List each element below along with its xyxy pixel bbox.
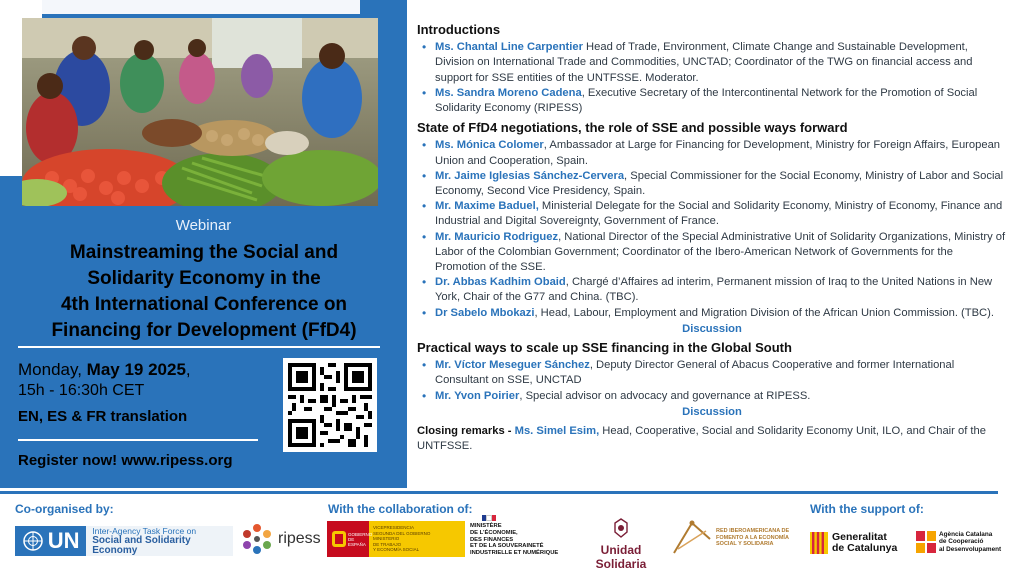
program <box>417 22 1007 454</box>
speaker-item <box>420 306 1007 321</box>
france-text <box>470 523 570 557</box>
speaker-item <box>420 40 1007 86</box>
un-emblem <box>15 526 86 556</box>
generalitat-logo <box>810 532 897 554</box>
footer-divider <box>0 491 998 494</box>
closing-label: Closing remarks - <box>417 425 515 438</box>
ribe-line: FOMENTO A LA ECONOMÍA <box>716 534 789 541</box>
speaker-list <box>420 358 1007 404</box>
title-line: Mainstreaming the Social and <box>69 242 339 263</box>
speaker-name: Ms. Sandra Moreno Cadena <box>435 86 582 99</box>
title-line: Financing for Development (FfD4) <box>51 320 357 341</box>
speaker-list <box>420 138 1007 320</box>
ribe-text <box>716 528 789 548</box>
divider <box>18 346 380 348</box>
speaker-desc: , Special Commissioner for the Social Economy, Ministry of Labor and Social Economy, Second Vice Presidency, Spain. <box>435 169 1004 198</box>
acdc-text <box>939 531 1001 553</box>
un-globe-icon <box>22 530 44 552</box>
speaker-name: Mr. Jaime Iglesias Sánchez-Cervera <box>435 169 625 182</box>
unidad-solidaria-logo <box>574 518 668 571</box>
spain-gob: GOBIERNO DE ESPAÑA <box>348 531 373 547</box>
speaker-name: Ms. Mónica Colomer <box>435 139 544 152</box>
speaker-desc: , Ambassador at Large for Financing for Development, Ministry for Foreign Affairs, European Union and Cooperation, Spain. <box>435 139 1001 167</box>
generalitat-text <box>832 532 897 554</box>
spain-ministry-logo <box>327 521 465 557</box>
left-top-strip <box>42 0 360 14</box>
france-line: DES FINANCES <box>470 536 514 543</box>
webinar-title <box>22 240 386 344</box>
acdc-line: al Desenvolupament <box>939 545 1002 553</box>
speaker-item <box>420 230 1007 276</box>
acdc-line: Agència Catalana <box>939 531 993 538</box>
speaker-desc: Ministerial Delegate for the Social and Solidarity Economy, Ministry of Economy, Finance and Industrial and Digital Sovereignty, Government of France. <box>435 200 1003 228</box>
speaker-name: Mr. Víctor Meseguer Sánchez <box>435 359 590 372</box>
webinar-label: Webinar <box>175 217 232 234</box>
coorganised-label: Co-organised by: <box>15 502 114 516</box>
ribe-line: SOCIAL Y SOLIDARIA <box>716 541 774 548</box>
unidad-solidaria-icon <box>610 518 632 538</box>
speaker-desc: , Deputy Director General of Abacus Cooperative and former International Consultant on SSE, UNCTAD <box>435 359 955 387</box>
speaker-name: Dr. Abbas Kadhim Obaid <box>435 276 566 289</box>
support-label: With the support of: <box>810 502 924 516</box>
spain-line: Y ECONOMÍA SOCIAL <box>373 547 420 553</box>
section-title: State of FfD4 negotiations, the role of SSE and possible ways forward <box>417 120 848 136</box>
date-bold: May 19 2025 <box>86 360 186 379</box>
speaker-item <box>420 169 1007 199</box>
acdc-logo <box>916 531 1001 553</box>
date-suffix: , <box>185 360 191 379</box>
untfsse-logo <box>15 526 233 556</box>
closing-desc: Head, Cooperative, Social and Solidarity Economy Unit, ILO, and Chair of the UNTFSSE. <box>417 425 986 453</box>
discussion-label: Discussion <box>682 405 742 418</box>
speaker-item <box>420 389 1007 404</box>
title-line: Solidarity Economy in the <box>87 268 321 289</box>
title-line: 4th International Conference on <box>60 294 348 315</box>
speaker-name: Mr. Maxime Baduel, <box>435 200 539 213</box>
speaker-desc: , Special advisor on advocacy and governance at RIPESS. <box>519 389 811 402</box>
france-flag-icon <box>482 515 496 521</box>
speaker-item <box>420 358 1007 388</box>
catalan-flag-icon <box>810 532 828 554</box>
speaker-item <box>420 199 1007 229</box>
unidad-solidaria-text: Unidad Solidaria <box>595 543 647 571</box>
date-prefix: Monday, <box>18 360 87 379</box>
generalitat-line: Generalitat <box>832 531 887 543</box>
divider <box>18 439 258 441</box>
speaker-name: Mr. Mauricio Rodriguez <box>435 230 559 243</box>
speaker-desc: Head of Trade, Environment, Climate Change and Sustainable Development, Division on International Trade and Commodities, UNCTAD; Coordinator of the TWG on financial access and support for SSE entities of the UNTFSSE. Moderator. <box>435 41 973 84</box>
speaker-item <box>420 275 1007 305</box>
event-time: 15h - 16:30h CET <box>18 382 145 399</box>
france-line: DE L’ÉCONOMIE, <box>470 529 518 536</box>
speaker-item <box>420 138 1007 168</box>
speaker-desc: , Head, Labour, Employment and Migration Division of the African Union Commission. (TBC). <box>534 306 994 319</box>
section-title: Practical ways to scale up SSE financing in the Global South <box>417 340 792 356</box>
un-line1: Inter-Agency Task Force on <box>92 526 197 536</box>
un-short: UN <box>47 528 80 553</box>
collaboration-label: With the collaboration of: <box>328 502 473 516</box>
spain-text <box>369 525 430 553</box>
qr-code[interactable] <box>283 358 377 452</box>
market-photo <box>22 18 378 206</box>
spain-line: MINISTERIO <box>373 536 400 542</box>
speaker-name: Dr Sabelo Mbokazi <box>435 306 535 319</box>
closing-remarks <box>417 424 1007 454</box>
ripess-text: ripess <box>278 530 321 547</box>
ribe-line: RED IBEROAMERICANA DE <box>716 527 790 534</box>
speaker-desc: , Chargé d’Affaires ad interim, Permanent mission of Iraq to the United Nations in New York, Chair of the G77 and China. (TBC). <box>435 276 993 304</box>
discussion-label: Discussion <box>682 322 742 335</box>
translation-info: EN, ES & FR translation <box>18 408 188 425</box>
un-line2: Social and Solidarity Economy <box>92 535 191 556</box>
speaker-list <box>420 40 1007 116</box>
un-text <box>86 526 233 556</box>
france-ministry-logo <box>470 515 570 557</box>
ribe-network-logo <box>672 519 810 557</box>
section-title: Introductions <box>417 22 501 37</box>
france-line: ET DE LA SOUVERAINETÉ <box>470 543 544 550</box>
france-line: INDUSTRIELLE ET NUMÉRIQUE <box>470 550 559 557</box>
speaker-name: Mr. Yvon Poirier <box>435 389 520 402</box>
spain-line: VICEPRESIDENCIA <box>373 525 415 531</box>
ripess-icon <box>240 522 274 556</box>
ribe-network-icon <box>672 519 712 557</box>
register-link[interactable]: Register now! www.ripess.org <box>18 452 233 469</box>
event-date <box>18 360 191 380</box>
acdc-line: de Cooperació <box>939 538 984 546</box>
spain-emblem <box>327 521 373 557</box>
france-line: MINISTÈRE <box>470 523 502 529</box>
generalitat-line: de Catalunya <box>832 542 898 554</box>
ripess-logo <box>240 522 321 556</box>
speaker-item <box>420 86 1007 116</box>
speaker-desc: , National Director of the Special Administrative Unit of Solidarity Organizations, Ministry of Labor of the Colombian Government; Coordinator of the Ibero-American Network of Governments for the Promotion of the SSE. <box>435 230 1006 274</box>
speaker-desc: , Executive Secretary of the Intercontinental Network for the Promotion of Social Solidarity Economy (RIPESS) <box>435 86 978 115</box>
spain-line: DE TRABAJO <box>373 541 402 547</box>
spain-coat-of-arms-icon <box>330 528 348 550</box>
closing-name: Ms. Simel Esim, <box>514 425 600 438</box>
acdc-icon <box>916 531 936 553</box>
spain-line: SEGUNDA DEL GOBIERNO <box>373 530 431 536</box>
speaker-name: Ms. Chantal Line Carpentier <box>435 41 583 54</box>
